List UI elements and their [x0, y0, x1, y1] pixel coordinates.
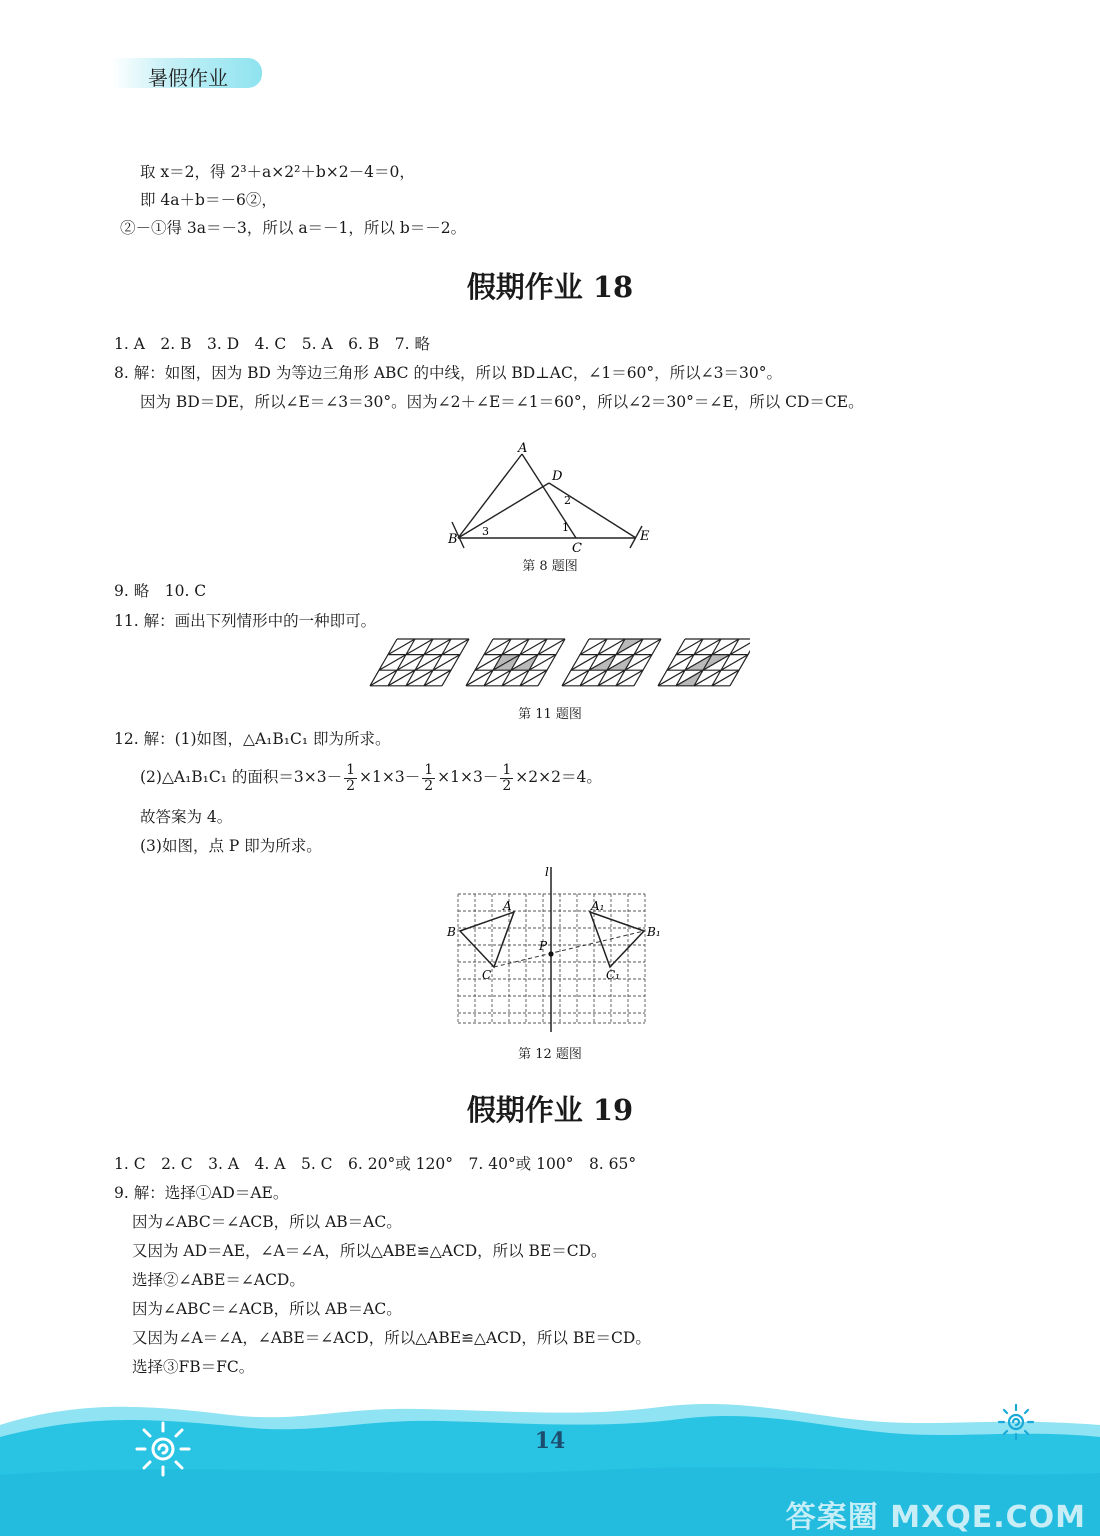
- fig12-label-C1: C₁: [606, 968, 620, 982]
- fig12-label-C: C: [482, 968, 492, 982]
- triangle-grid-4: [658, 639, 750, 686]
- s19-q9-line-2: 因为∠ABC＝∠ACB，所以 AB＝AC。: [132, 1213, 402, 1231]
- s19-q9-line-7: 选择③FB＝FC。: [132, 1358, 255, 1376]
- fig12-label-l: l: [545, 865, 549, 879]
- s18-q8-line-2: 因为 BD＝DE，所以∠E＝∠3＝30°。因为∠2＋∠E＝∠1＝60°，所以∠2＝30°＝∠E，所以 CD＝CE。: [140, 393, 864, 411]
- s19-answers-1-8: 1. C 2. C 3. A 4. A 5. C 6. 20°或 120° 7. 40°或 100° 8. 65°: [114, 1155, 637, 1173]
- figure-8-caption: 第 8 题图: [522, 559, 578, 574]
- header-label: 暑假作业: [148, 66, 228, 90]
- fig8-angle-1: 1: [562, 521, 569, 534]
- fraction-1-num: 1: [346, 761, 356, 778]
- top-line-3: ②－①得 3a＝－3，所以 a＝－1，所以 b＝－2。: [120, 219, 467, 237]
- fig12-label-B1: B₁: [647, 925, 661, 939]
- figure-11-caption: 第 11 题图: [518, 707, 582, 722]
- fig12-label-A: A: [503, 899, 512, 913]
- s18-q12-part2: [140, 762, 602, 794]
- figure-12-grid: [440, 862, 670, 1037]
- figure-11-grids: [360, 635, 750, 700]
- fig8-label-C: C: [572, 541, 582, 556]
- figure-12-caption: 第 12 题图: [518, 1047, 582, 1062]
- s18-q12-part1: 12. 解：(1)如图，△A₁B₁C₁ 即为所求。: [114, 730, 391, 748]
- fig8-angle-3: 3: [482, 525, 489, 538]
- s18-q12-part3: (3)如图，点 P 即为所求。: [140, 837, 322, 855]
- s19-q9-line-1: 9. 解：选择①AD＝AE。: [114, 1184, 289, 1202]
- fraction-3-num: 1: [502, 761, 512, 778]
- s18-q11: 11. 解：画出下列情形中的一种即可。: [114, 612, 377, 630]
- fraction-3: [500, 763, 513, 794]
- triangle-grid-3: [562, 639, 661, 686]
- section-19-title: 假期作业 19: [466, 1093, 634, 1127]
- top-line-1: 取 x＝2，得 2³＋a×2²＋b×2－4＝0，: [140, 163, 415, 181]
- fig8-label-B: B: [448, 532, 458, 547]
- fraction-1: [344, 763, 357, 794]
- s19-q9-line-3: 又因为 AD＝AE，∠A＝∠A，所以△ABE≌△ACD，所以 BE＝CD。: [132, 1242, 607, 1260]
- s19-q9-line-4: 选择②∠ABE＝∠ACD。: [132, 1271, 305, 1289]
- s18-q8-line-1: 8. 解：如图，因为 BD 为等边三角形 ABC 的中线，所以 BD⊥AC，∠1＝60°，所以∠3＝30°。: [114, 364, 782, 382]
- top-line-2: 即 4a＋b＝－6②，: [140, 191, 277, 209]
- fraction-2-den: 2: [424, 777, 434, 794]
- fig8-angle-2: 2: [564, 494, 571, 507]
- triangle-grid-2: [466, 639, 565, 686]
- page-number: 14: [534, 1428, 566, 1454]
- q12-area-suffix: ×2×2＝4。: [515, 768, 602, 786]
- s18-answers-9-10: 9. 略 10. C: [114, 582, 207, 600]
- s18-answers-1-7: 1. A 2. B 3. D 4. C 5. A 6. B 7. 略: [114, 335, 430, 353]
- section-18-title: 假期作业 18: [466, 270, 634, 304]
- fig8-label-E: E: [640, 529, 650, 544]
- fig12-label-P: P: [539, 939, 548, 953]
- figure-8-triangle: [440, 442, 670, 557]
- s18-q12-answer: 故答案为 4。: [140, 808, 233, 826]
- fig12-label-A1: A₁: [591, 899, 605, 913]
- fraction-1-den: 2: [346, 777, 356, 794]
- s19-q9-line-6: 又因为∠A＝∠A，∠ABE＝∠ACD，所以△ABE≌△ACD，所以 BE＝CD。: [132, 1329, 651, 1347]
- triangle-grid-1: [370, 639, 469, 686]
- fig12-label-B: B: [447, 925, 456, 939]
- q12-area-mid1: ×1×3－: [359, 768, 421, 786]
- fraction-3-den: 2: [502, 777, 512, 794]
- fraction-2-num: 1: [424, 761, 434, 778]
- fig8-label-A: A: [518, 442, 528, 456]
- fraction-2: [422, 763, 435, 794]
- fig8-label-D: D: [552, 469, 563, 484]
- q12-area-prefix: (2)△A₁B₁C₁ 的面积＝3×3－: [140, 768, 343, 786]
- watermark-logo: 答案圈 MXQE.COM: [785, 1500, 1086, 1535]
- s19-q9-line-5: 因为∠ABC＝∠ACB，所以 AB＝AC。: [132, 1300, 402, 1318]
- q12-area-mid2: ×1×3－: [437, 768, 499, 786]
